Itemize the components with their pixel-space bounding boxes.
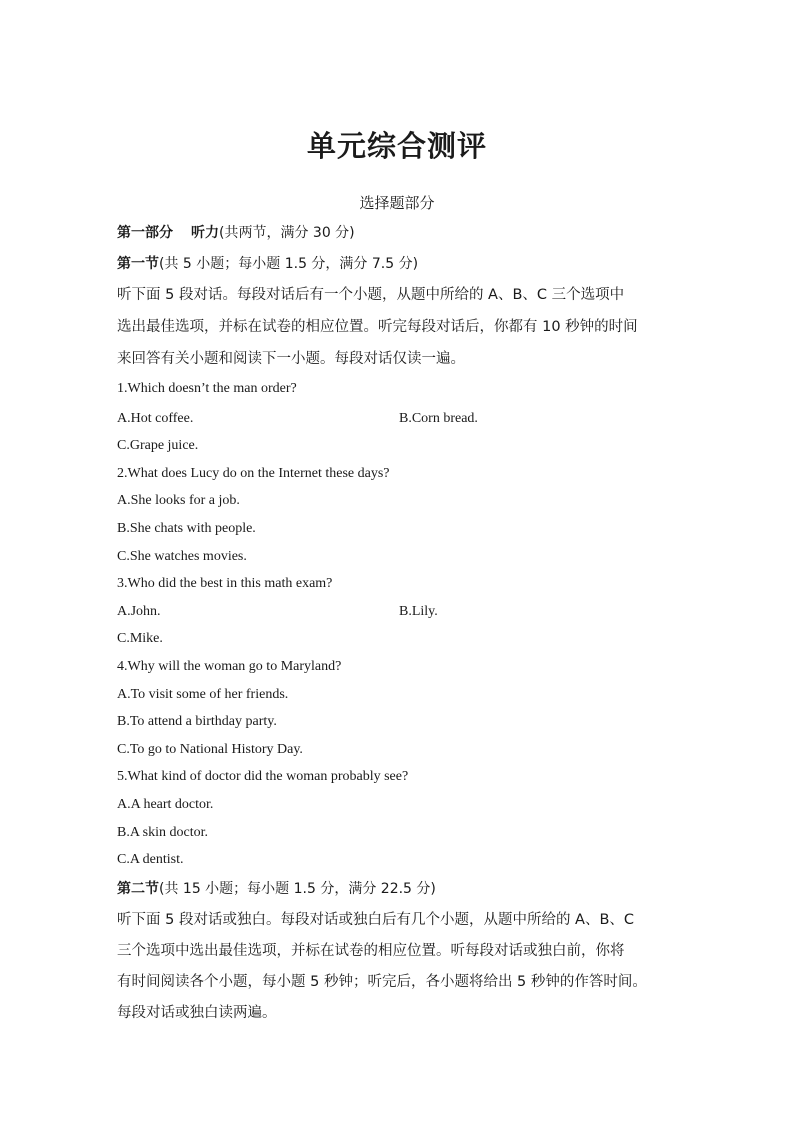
section2-instruction-line: 每段对话或独白读两遍。 <box>117 1005 277 1021</box>
section1-note: (共 5 小题；每小题 1.5 分，满分 7.5 分) <box>159 256 419 272</box>
part1-heading <box>117 223 682 243</box>
section2-instruction-line: 听下面 5 段对话或独白。每段对话或独白后有几个小题，从题中所给的 A、B、C <box>117 912 635 928</box>
q4-option-a: A.To visit some of her friends. <box>117 687 289 702</box>
q1-option-c: C.Grape juice. <box>117 438 199 453</box>
q2-option-c: C.She watches movies. <box>117 549 247 564</box>
q3-option-a: A.John. <box>117 604 161 619</box>
section2-heading <box>117 879 682 899</box>
section1-heading <box>117 254 682 274</box>
part1-note: (共两节，满分 30 分) <box>219 225 355 241</box>
q3-option-c: C.Mike. <box>117 631 163 646</box>
page-subtitle: 选择题部分 <box>359 194 435 212</box>
question-1: 1.Which doesn’t the man order? <box>117 381 297 396</box>
section1-name: 第一节 <box>117 256 159 272</box>
q4-option-c: C.To go to National History Day. <box>117 742 303 757</box>
question-4: 4.Why will the woman go to Maryland? <box>117 659 342 674</box>
section1-instruction-line: 来回答有关小题和阅读下一小题。每段对话仅读一遍。 <box>117 351 465 367</box>
section2-instruction-line: 三个选项中选出最佳选项，并标在试卷的相应位置。听每段对话或独白前，你将 <box>117 943 625 959</box>
q5-option-a: A.A heart doctor. <box>117 797 214 812</box>
question-5: 5.What kind of doctor did the woman probably see? <box>117 769 409 784</box>
q5-option-b: B.A skin doctor. <box>117 825 209 840</box>
q2-option-b: B.She chats with people. <box>117 521 256 536</box>
section2-name: 第二节 <box>117 881 159 897</box>
section2-instruction-line: 有时间阅读各个小题，每小题 5 秒钟；听完后，各小题将给出 5 秒钟的作答时间。 <box>117 974 647 990</box>
q5-option-c: C.A dentist. <box>117 852 184 867</box>
section1-instruction-line: 选出最佳选项，并标在试卷的相应位置。听完每段对话后，你都有 10 秒钟的时间 <box>117 319 638 335</box>
section2-note: (共 15 小题；每小题 1.5 分，满分 22.5 分) <box>159 881 436 897</box>
question-3: 3.Who did the best in this math exam? <box>117 576 333 591</box>
part1-title: 听力 <box>191 225 219 241</box>
q1-option-a: A.Hot coffee. <box>117 411 194 426</box>
page-title: 单元综合测评 <box>306 129 487 163</box>
section1-instruction-line: 听下面 5 段对话。每段对话后有一个小题，从题中所给的 A、B、C 三个选项中 <box>117 287 625 303</box>
q4-option-b: B.To attend a birthday party. <box>117 714 277 729</box>
question-2: 2.What does Lucy do on the Internet these days? <box>117 466 390 481</box>
q1-option-b: B.Corn bread. <box>399 411 478 426</box>
q2-option-a: A.She looks for a job. <box>117 493 240 508</box>
q3-option-b: B.Lily. <box>399 604 438 619</box>
part1-name: 第一部分 <box>117 225 173 241</box>
